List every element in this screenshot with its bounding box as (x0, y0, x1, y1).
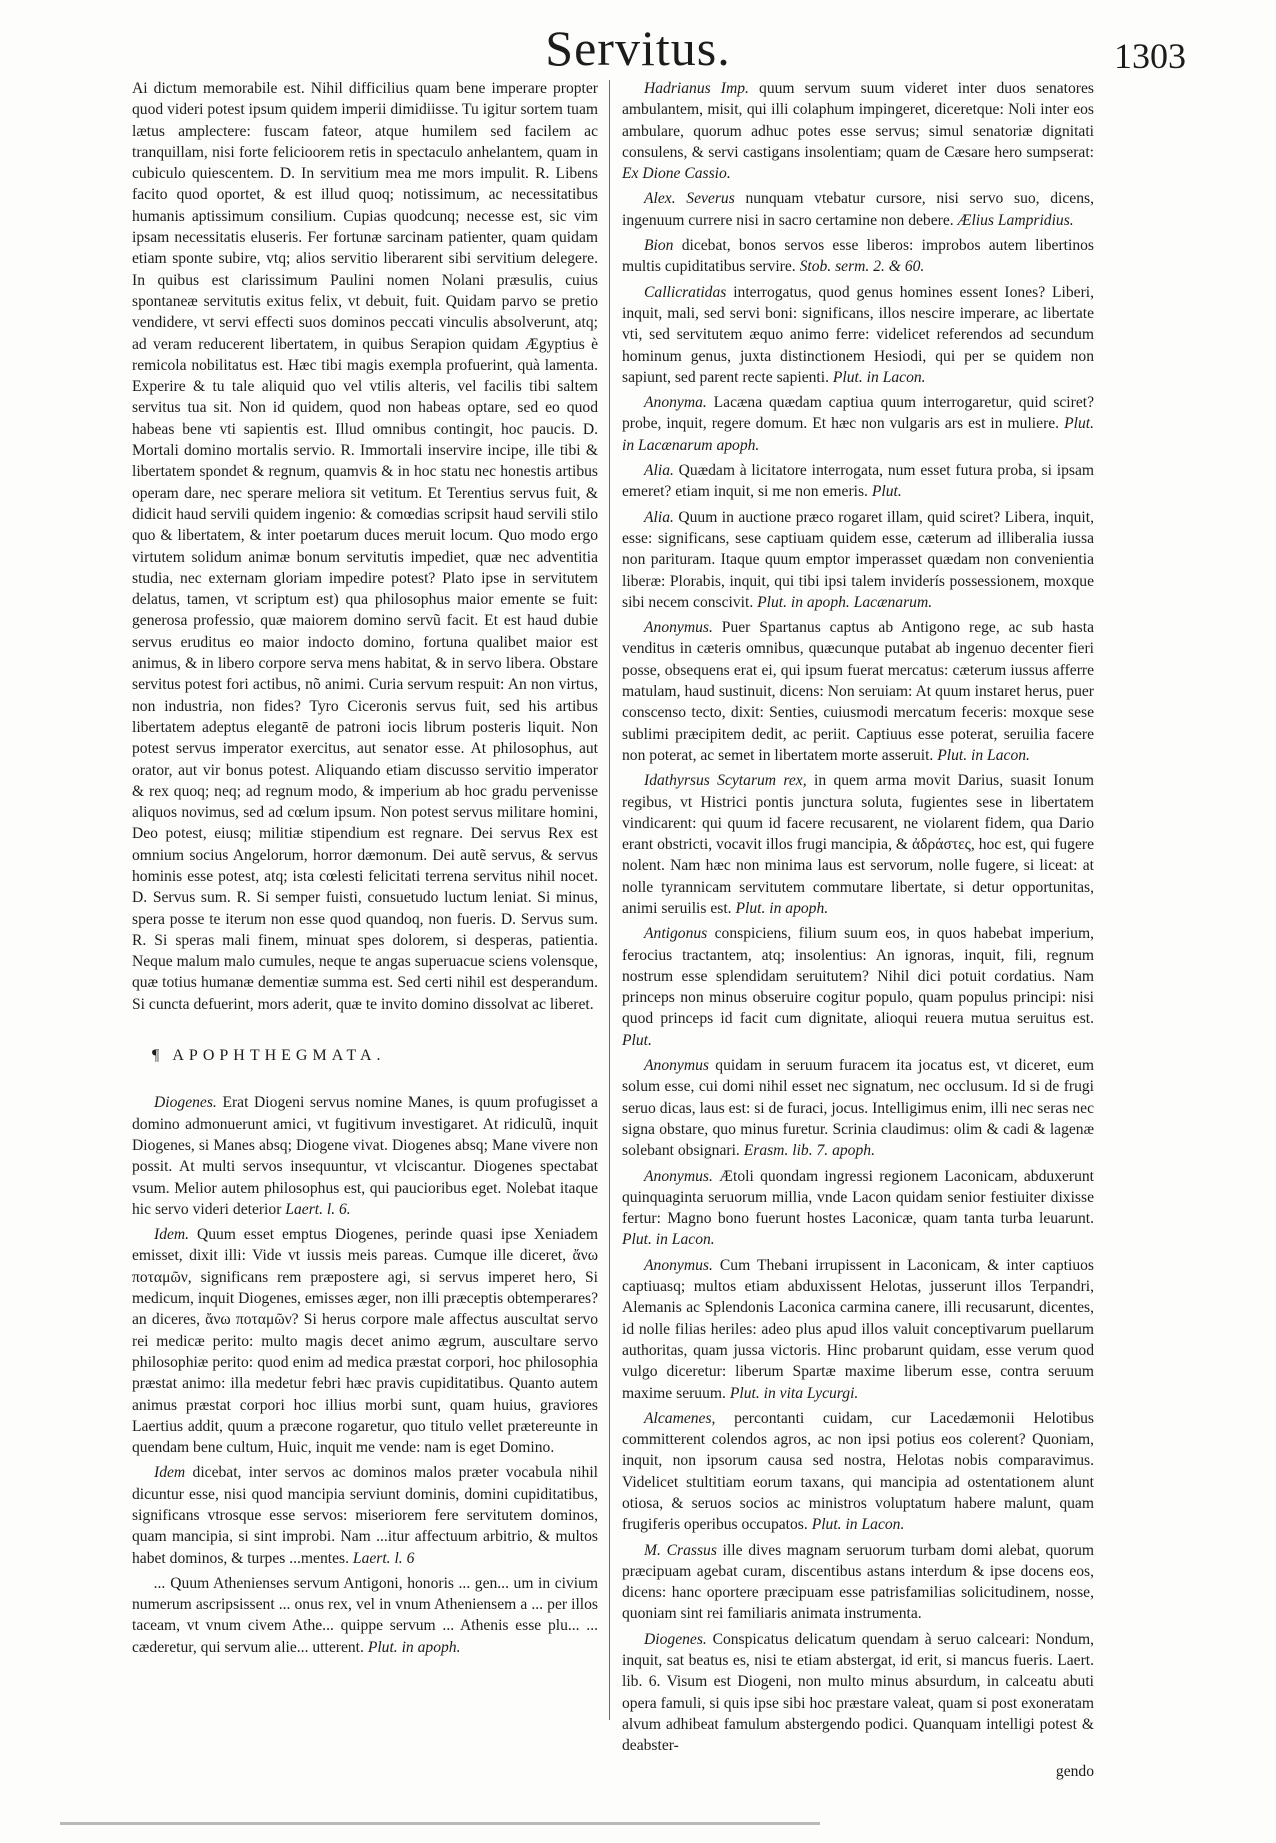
entry-text: conspiciens, filium suum eos, in quos habebat imperium, ferocius tractantem, atq; insolentius: An ignoras, inquit, fili, regnum nostrum esse splendidam seruitutem? Nihil dici potuit cordatius. Nam princeps non minus obseruire cogitur populo, quam populus principi: nisi quod princeps id facit cum dignitate, alioqui reuera mutua seruitus est. (622, 925, 1095, 1028)
entry-text: percontanti cuidam, cur Lacedæmonii Helotibus committerent colendos agros, ac non ipsi potius eos colerent? Quoniam, inquit, non ipsorum causa sed nostra, Helotas nobis comparavimus. Videlicet stultitiam eorum taxans, qui mancipia ad ostentationem alunt otiosa, & seruos socios ac ministros voluptatum habere malunt, quam frugiferis operibus occupatos. (622, 1409, 1094, 1534)
entry-text: quidam in seruum furacem ita jocatus est, vt diceret, eum solum esse, cui domi nihil esset nec signatum, nec occlusum. Id si de frugi seruo dicas, laus est: si de furaci, jocus. Intelligimus enim, illi nec seras nec signa obstare, quo minus furetur. Scrinia claudimus: olim & cadi & lagenæ solebant obsignari. (622, 1057, 1094, 1160)
entry-text: dicebat, bonos servos esse liberos: improbos autem libertinos multis cupiditatibus servire. (622, 237, 1094, 276)
entry-source: Plut. in Lacon. (622, 1231, 715, 1249)
entry-lead: Alex. Severus (644, 190, 735, 208)
entry-lead: Hadrianus Imp. (644, 80, 749, 97)
entry-source: Plut. (622, 1031, 652, 1049)
catchword: gendo (1055, 1762, 1094, 1780)
entry-lead: Alia. (644, 462, 674, 480)
entry-lead: Anonymus (644, 1057, 709, 1075)
right-column (622, 78, 1094, 1782)
apophthegm-entry (622, 282, 1094, 388)
apophthegm-entry (622, 460, 1094, 503)
body-paragraph: Ai dictum memorabile est. Nihil difficilius quam bene imperare propter quod videri potest ipsum quidem imperii dimidiisse. Tu igitur sortem tuam lætus amplectere: fuscam fateor, atque humilem sed facilem ac tranquillam, nisi forte felicioorem retis in spectaculo anhelantem, quam in cubiculo quiescentem. D. In servitium mea me mors impulit. R. Libens facito quod oportet, & est illud quoq; notissimum, ac necessitatibus humanis aptissimum consilium. Cupias quodcunq; necesse est, sic vim ipsam necessitatis eluseris. Fer fortunæ sarcinam patienter, quam quidam etiam sponte subire, vtq; alios servitio liberarent sibi servitium delegere. In quibus est clarissimum Paulini nomen Nolani præsulis, cuius spontaneæ servitutis exitus felix, vt debuit, fuit. Quidam parvo se pretio vendidere, vt servi effecti suos dominos peccati vinculis absolverunt, atq; ad veram reducerent libertatem, in quibus Serapion quidam Ægyptius è remicola nobilitatus est. Hæc tibi magis exempla profuerint, quà lamenta. Experire & tu tale aliquid quo vel vtilis alteris, vel facilis tibi saltem servitus tua sit. Non id quidem, quod non habeas optare, sed eo quod habeas bene vti sapientis est. Illud omnibus contingit, hoc paucis. D. Mortali domino mortalis servio. R. Immortali inservire incipe, ille tibi & libertatem spondet & regnum, quamvis & in hoc statu nec honestis artibus operam dare, nec sperare meliora sit vetitum. Et Terentius servus fuit, & didicit haud servili quidem ingenio: & comœdias scripsit haud servili stilo quo & libertatem, & inter poetarum duces meruit locum. Quo modo ergo virtutem solidum animæ bonum servitutis impediet, quæ nec adventitia studia, nec externam gloriam impedire potest? Plato ipse in servitutem delatus, tamen, vt scriptum est) qua philosophus maior emente se fuit: generosa professio, quæ maiorem domino servũ facit. Et est haud dubie servus eruditus eo maior indocto domino, fortuna qualibet maior est animus, & in libero corpore serva mens habitat, & in servo libera. Obstare servitus potest fori actibus, nõ animi. Curia servum respuit: An non virtus, non industria, non fides? Tyro Ciceronis servus fuit, sed his artibus libertatem adeptus elegantē de patroni iocis librum posteris liquit. Non potest servus imperator exercitus, aut senator esse. At philosophus, aut orator, aut vir bonus potest. Aliquando etiam discusso servitio imperator & rex quoq; neq; ad regnum modo, & imperium ab hoc gradu pervenisse aliquos novimus, sed ad cœlum ipsum. Non potest servus militare homini, Deo potest, eiusq; militiæ stipendium est regnare. Dei servus Rex est omnium socius Angelorum, horror dæmonum. Dei autẽ servus, & servus hominis esse potest, atq; ista cœlesti felicitati terrena servitus nihil nocet. D. Servus sum. R. Si semper fuisti, consuetudo luctum leniat. Si minus, spera posse te iterum non esse quod quandoq, non fueris. D. Servus sum. R. Si speras mali finem, minuat spes dolorem, si desperas, patientia. Neque malum malo cumules, neque te angas superuacue sciens volensque, quæ totius humanæ dementiæ summa est. Sed certi nihil est desperandum. Si cuncta defuerint, mors aderit, quæ te invito domino dissolvat ac liberet. (132, 80, 598, 1013)
entry-lead: Anonymus. (644, 1167, 713, 1185)
entry-source: Plut. in vita Lycurgi. (729, 1384, 859, 1402)
entry-text: in quem arma movit Darius, suasit Ionum regibus, vt Histrici pontis junctura soluta, fugientes sese in libertatem vindicarent: qui quum id facere recusarent, ne violarent fidem, qua Dario erant obstricti, vocavit illos frugi mancipia, & ἀδράστες, hoc est, qui fugere nolent. Nam hæc non minima laus est servorum, nolle fugere, si liceat: at nolle tyrannicam servitutem commutare libertate, si detur opportunitas, animi seruilis est. (622, 772, 1095, 917)
entry-lead: ... (154, 1574, 166, 1592)
entry-text: dicebat, inter servos ac dominos malos præter vocabula nihil dicuntur esse, nisi quod mancipia serviunt dominis, domini cupiditatibus, significans vtrosque esse servos: miseriorem fere servitutem dominos, quam mancipia, si sint improbi. Nam ...itur affectuum arbitrio, & multos habet dominos, & turpes ...mentes. (132, 1464, 598, 1567)
running-title: Servitus. (545, 20, 731, 76)
apophthegm-entry (622, 1408, 1094, 1536)
entry-text: Quum esset emptus Diogenes, perinde quasi ipse Xeniadem emisset, dixit illi: Vide vt iussis meis pareas. Cumque ille diceret, ἄνω ποταμῶν, significans rem præpostere agi, si servus imperet hero, Si medicum, inquit Diogenes, emisses æger, non illi præceptis obtemperares? an diceres, ἄνω ποταμῶν? Si herus corpore male affectus auscultat servo rei medicæ perito: multo magis decet animo ægrum, auscultare servo philosophiæ perito: quod enim ad medica præstat corpori, hoc philosophia præstat animo: illa medetur febri hæc pravis cupiditatibus. Quanto autem animus præstat corpori hoc illius morbi sunt, quam huius, graviores Laertius addit, quum a præcone rogaretur, quo titulo vellet prætereunte in quendam bene cultum, Huic, inquit me vende: nam is eget Domino. (132, 1226, 598, 1457)
apophthegm-entry (622, 1255, 1094, 1404)
entry-text: interrogatus, quod genus homines essent Iones? Liberi, inquit, mali, sed servi boni: significans, illos nescire imperare, ac libertate vti, sed servitutem æquo animo ferre: videlicet referendos ad secundum hominum genus, juxta distinctionem Hesiodi, qui per se quidem non sapiunt, sed parent recte sapienti. (622, 283, 1094, 386)
section-title: ¶ APOPHTHEGMATA. (152, 1047, 386, 1065)
entry-lead: Idathyrsus Scytarum rex, (644, 772, 807, 790)
entry-text: Ætoli quondam ingressi regionem Laconicam, abduxerunt quinquaginta seruorum millia, vnde Lacon quidam senior festiuiter dixisse fertur: Magno bono fuerunt hostes Laconicæ, quam tanta turba leuarunt. (622, 1167, 1094, 1228)
left-column (132, 78, 598, 1662)
entry-lead: Idem. (154, 1226, 190, 1244)
apophthegm-entry (622, 1055, 1094, 1161)
entry-lead: Alia. (644, 508, 674, 526)
apophthegm-entry (622, 235, 1094, 278)
entry-lead: Diogenes. (644, 1630, 707, 1648)
entry-source: Plut. in apoph. Lacænarum. (757, 593, 933, 611)
entry-source: Plut. in Lacon. (832, 368, 926, 386)
apophthegm-entry (622, 770, 1094, 919)
entry-text: Quum Athenienses servum Antigoni, honoris ... gen... um in civium numerum ascripsissent ... onus rex, vel in vnum Atheniensem a ... per illos taceam, vt vnum civem Athe... quippe servum ... Athenis esse plu... ... cæderetur, qui servum alie... utterent. (132, 1574, 598, 1656)
entry-lead: Bion (644, 237, 674, 255)
entry-source: Stob. serm. 2. & 60. (799, 258, 925, 276)
apophthegm-entry (132, 1224, 598, 1458)
apophthegm-entry (622, 507, 1094, 613)
apophthegm-entry (622, 188, 1094, 231)
apophthegm-entry (132, 1573, 598, 1658)
entry-lead: Anonymus. (644, 619, 713, 637)
entry-source: Erasm. lib. 7. apoph. (743, 1142, 875, 1160)
entry-text: Cum Thebani irrupissent in Laconicam, & inter captiuos captiuasq; multos etiam abduxissent Helotas, jusserunt illos Terpandri, Alemanis ac Splendonis Laconica carmina canere, illi recusarunt, dicentes, id nolle filias heriles: adeo plus apud illos valuit conceptivarum puellarum authoritas, quam jussa victoris. Hinc probarunt quidam, esse verum quod vulgo diceretur: liberum Spartæ maxime liberum esse, contra seruum maxime seruum. (622, 1256, 1094, 1402)
entry-text: Conspicatus delicatum quendam à seruo calceari: Nondum, inquit, sat beatus es, nisi te etiam abstergat, id erit, si mancus fueris. Laert. lib. 6. Visum est Diogeni, non multo minus absurdum, in calceatu abuti opera famuli, si quis ipse sibi hoc præstare valeat, quam si post exoneratam alvum adhibeat famulum abstergendo podici. Quanquam intelligi potest & deabster- (622, 1630, 1094, 1755)
entry-lead: Callicratidas (644, 283, 727, 301)
entry-source: Plut. in Lacon. (811, 1516, 905, 1534)
apophthegm-entry (622, 1166, 1094, 1251)
apophthegm-entry (622, 78, 1094, 184)
entry-lead: Alcamenes, (644, 1409, 716, 1427)
entry-text: Lacæna quædam captiua quum interrogaretur, quid sciret? probe, inquit, regere domum. Et hæc non vulgaris ars est in muliere. (622, 394, 1095, 433)
entry-source: Plut. in Lacon. (937, 746, 1030, 764)
entry-source: Plut. (871, 483, 902, 501)
page-number: 1303 (1114, 36, 1186, 76)
bottom-scan-edge (60, 1822, 820, 1825)
entry-source: Ælius Lampridius. (957, 211, 1074, 229)
entry-text: ille dives magnam seruorum turbam domi alebat, quorum præcipuam agebat curam, discentibus astans interdum & ipse docens eos, dicens: hanc oportere præcipuam esse patrisfamilias solicitudinem, nosse, quoniam sint rei familiaris animata instrumenta. (622, 1541, 1094, 1623)
apophthegm-entry (132, 1092, 598, 1220)
page-header (0, 18, 1276, 78)
entry-source: Plut. in apoph. (367, 1638, 461, 1656)
entry-source: Plut. in apoph. (735, 899, 829, 917)
entry-text: Puer Spartanus captus ab Antigono rege, ac sub hasta venditus in cæteris omnibus, quæcunque putabat ab ingenuo decenter fieri posse, obsequens erat ei, qui ipsum fuerat mercatus: cæterum iussus afferre matulam, haud sustinuit, dicens: Non seruiam: At quum instaret herus, puer conscenso tecto, dixit: Senties, cuiusmodi mercatum feceris: moxque sese sublimi præcipitem dedit, ac periit. Captiuus esse poterat, seruilia facere non poterat, ac semet in libertatem morte asseruit. (622, 619, 1094, 764)
apophthegm-entry (622, 923, 1094, 1051)
apophthegm-entry (622, 1540, 1094, 1625)
entry-source: Laert. l. 6 (352, 1549, 415, 1567)
entry-lead: Anonyma. (644, 394, 707, 412)
entry-source: Laert. l. 6. (285, 1200, 351, 1218)
entry-text: nunquam vtebatur cursore, nisi servo suo, dicens, ingenuum currere nisi in sacro certamine non debere. (622, 190, 1094, 229)
entry-lead: Anonymus. (644, 1256, 713, 1274)
entry-lead: Diogenes. (154, 1094, 217, 1112)
entry-text: quum servum suum videret inter duos senatores ambulantem, misit, qui illi colaphum impingeret, diceretque: Noli inter eos ambulare, quorum adhuc potes esse servus; simul senatoriæ dignitati consulens, & servi castigans insolentiam; quam de Cæsare hero sumpserat: (622, 80, 1094, 161)
apophthegm-entry (132, 1462, 598, 1568)
entry-source: Ex Dione Cassio. (622, 165, 731, 183)
entry-lead: M. Crassus (644, 1541, 717, 1559)
entry-source: Plut. in Lacænarum apoph. (622, 415, 1094, 454)
entry-text: Quum in auctione præco rogaret illam, quid sciret? Libera, inquit, esse: significans, sese captiuam quidem esse, cæterum ad illiberalia iussa non parituram. Itaque quum emptor imperasset quædam non convenientia liberæ: Plorabis, inquit, qui tibi ipsi talem inviderís possessionem, moxque sibi necem conscivit. (622, 508, 1094, 611)
entry-lead: Idem (154, 1464, 186, 1482)
entry-text: Erat Diogeni servus nomine Manes, is quum profugisset a domino admonuerunt amici, vt fugitivum investigaret. At ridiculũ, inquit Diogenes, si Manes absq; Diogene vivat. Diogenes absq; Mane vivere non possit. At multi servos insequuntur, vt vlciscantur. Diogenes spectabat vsum. Melior autem philosophus est, qui paucioribus eget. Nolebat itaque hic servo videri deterior (132, 1094, 598, 1218)
apophthegm-entry (622, 617, 1094, 766)
column-divider (609, 80, 610, 1720)
entry-lead: Antigonus (644, 925, 708, 943)
apophthegm-entry (622, 392, 1094, 456)
entry-text: Quædam à licitatore interrogata, num esset futura proba, si ipsam emeret? etiam inquit, si me non emeris. (622, 462, 1094, 501)
apophthegm-entry (622, 1629, 1094, 1757)
